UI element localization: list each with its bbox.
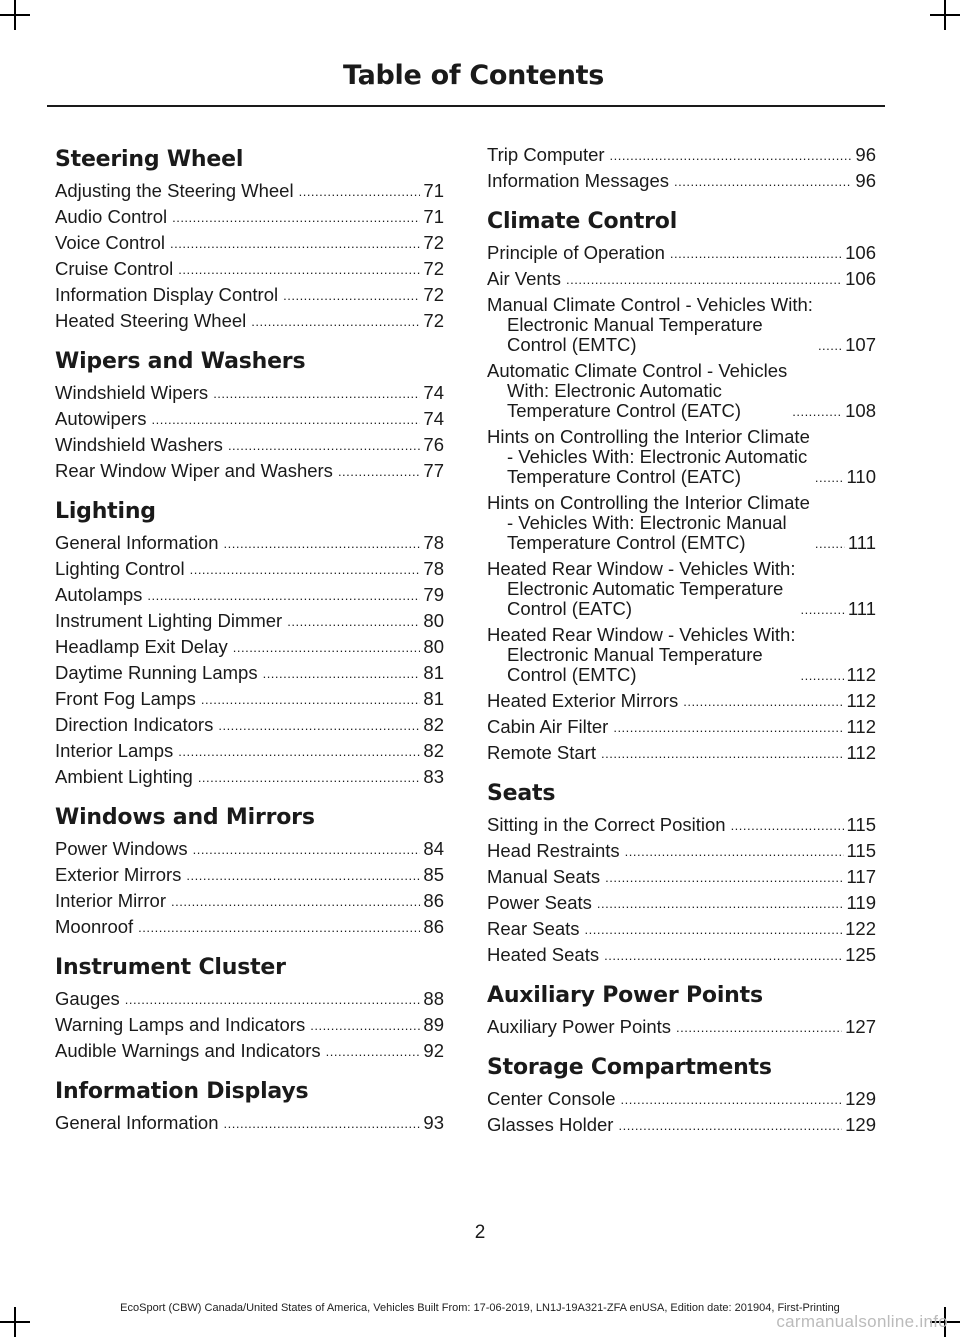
toc-entry-page: 80 bbox=[423, 636, 444, 657]
toc-entry[interactable] bbox=[55, 461, 444, 481]
toc-entry-title: Center Console bbox=[487, 1088, 616, 1109]
toc-entry-title: Sitting in the Correct Position bbox=[487, 814, 726, 835]
toc-entry-title: Voice Control bbox=[55, 232, 166, 253]
toc-entry-page: 96 bbox=[855, 144, 876, 165]
dot-leader bbox=[618, 1121, 842, 1131]
toc-entry[interactable] bbox=[55, 767, 444, 787]
toc-entry[interactable] bbox=[487, 815, 876, 835]
toc-entry-page: 96 bbox=[855, 170, 876, 191]
toc-entry-page: 79 bbox=[423, 584, 444, 605]
toc-entry[interactable] bbox=[55, 1041, 444, 1061]
toc-entry-title: Windshield Washers bbox=[55, 434, 223, 455]
toc-entry[interactable] bbox=[55, 1113, 444, 1133]
dot-leader bbox=[818, 341, 842, 351]
dot-leader bbox=[251, 317, 420, 327]
dot-leader bbox=[800, 671, 843, 681]
dot-leader bbox=[670, 249, 842, 259]
toc-entry-title: Power Windows bbox=[55, 838, 188, 859]
dot-leader bbox=[683, 697, 843, 707]
toc-entry-title: Head Restraints bbox=[487, 840, 620, 861]
toc-entry-page: 112 bbox=[846, 664, 876, 685]
dot-leader bbox=[815, 539, 845, 549]
toc-entry-page: 78 bbox=[423, 558, 444, 579]
toc-entry-page: 108 bbox=[845, 400, 876, 421]
toc-entry[interactable] bbox=[55, 891, 444, 911]
toc-entry[interactable] bbox=[55, 663, 444, 683]
toc-entry-title: General Information bbox=[55, 1112, 219, 1133]
toc-entry-title: Trip Computer bbox=[487, 144, 605, 165]
dot-leader bbox=[299, 187, 421, 197]
toc-entry-page: 112 bbox=[846, 716, 876, 737]
toc-entry[interactable] bbox=[487, 427, 876, 487]
toc-entry-page: 107 bbox=[845, 334, 876, 355]
toc-entry-page: 119 bbox=[846, 892, 876, 913]
toc-entry[interactable] bbox=[55, 285, 444, 305]
toc-section bbox=[55, 803, 444, 937]
toc-entry-page: 77 bbox=[423, 460, 444, 481]
toc-entry[interactable] bbox=[55, 435, 444, 455]
section-heading: Storage Compartments bbox=[487, 1055, 772, 1080]
toc-entry-title: Headlamp Exit Delay bbox=[55, 636, 228, 657]
toc-entry-title: Exterior Mirrors bbox=[55, 864, 182, 885]
toc-entry-page: 115 bbox=[846, 814, 876, 835]
toc-entry-title: Hints on Controlling the Interior Climate - Vehicles With: Electronic Automatic Temperature Control (EATC) bbox=[487, 426, 810, 487]
toc-entry-page: 93 bbox=[423, 1112, 444, 1133]
toc-entry-title: Auxiliary Power Points bbox=[487, 1016, 672, 1037]
toc-entry-page: 74 bbox=[423, 408, 444, 429]
dot-leader bbox=[731, 821, 844, 831]
watermark: carmanualsonline.info bbox=[776, 1312, 948, 1331]
toc-entry-title: Interior Mirror bbox=[55, 890, 167, 911]
toc-entry[interactable] bbox=[487, 893, 876, 913]
toc-entry[interactable] bbox=[55, 533, 444, 553]
toc-entry[interactable] bbox=[55, 865, 444, 885]
toc-entry[interactable] bbox=[487, 919, 876, 939]
dot-leader bbox=[601, 749, 844, 759]
toc-entry[interactable] bbox=[55, 409, 444, 429]
dot-leader bbox=[178, 747, 420, 757]
toc-entry[interactable] bbox=[55, 715, 444, 735]
toc-entry-title: Power Seats bbox=[487, 892, 592, 913]
toc-entry-page: 89 bbox=[423, 1014, 444, 1035]
toc-section bbox=[487, 145, 876, 191]
toc-entry-title: Front Fog Lamps bbox=[55, 688, 196, 709]
toc-entry-title: Cabin Air Filter bbox=[487, 716, 609, 737]
dot-leader bbox=[198, 773, 421, 783]
toc-entry[interactable] bbox=[55, 839, 444, 859]
page-title: Table of Contents bbox=[342, 60, 604, 91]
toc-entry[interactable] bbox=[55, 917, 444, 937]
dot-leader bbox=[263, 669, 421, 679]
dot-leader bbox=[190, 565, 421, 575]
dot-leader bbox=[178, 265, 420, 275]
toc-entry-title: Heated Rear Window - Vehicles With: Electronic Manual Temperature Control (EMTC) bbox=[487, 624, 796, 685]
section-heading: Auxiliary Power Points bbox=[487, 983, 763, 1008]
dot-leader bbox=[172, 213, 420, 223]
dot-leader bbox=[621, 1095, 843, 1105]
section-heading: Seats bbox=[487, 781, 556, 806]
toc-entry-page: 82 bbox=[423, 714, 444, 735]
dot-leader bbox=[566, 275, 842, 285]
dot-leader bbox=[613, 723, 843, 733]
dot-leader bbox=[171, 897, 420, 907]
header-divider bbox=[47, 105, 885, 107]
toc-entry-title: Rear Seats bbox=[487, 918, 580, 939]
toc-entry-page: 72 bbox=[423, 310, 444, 331]
dot-leader bbox=[610, 151, 853, 161]
toc-entry-title: Rear Window Wiper and Washers bbox=[55, 460, 333, 481]
toc-entry[interactable] bbox=[55, 181, 444, 201]
toc-entry[interactable] bbox=[487, 171, 876, 191]
toc-entry[interactable] bbox=[55, 383, 444, 403]
toc-entry-title: Air Vents bbox=[487, 268, 562, 289]
toc-section bbox=[487, 1053, 876, 1135]
section-heading: Information Displays bbox=[55, 1079, 309, 1104]
footer-edition-info: EcoSport (CBW) Canada/United States of America, Vehicles Built From: 17-06-2019, LN1J-19A321-ZFA enUSA, Edition date: 201904, First-Printing bbox=[120, 1302, 840, 1314]
toc-entry-title: Direction Indicators bbox=[55, 714, 214, 735]
crop-mark-top-right-h bbox=[930, 14, 960, 16]
toc-section bbox=[487, 981, 876, 1037]
toc-entry-page: 112 bbox=[846, 690, 876, 711]
toc-entry-title: Warning Lamps and Indicators bbox=[55, 1014, 306, 1035]
toc-entry-title: Information Display Control bbox=[55, 284, 279, 305]
dot-leader bbox=[815, 473, 844, 483]
toc-entry-title: Lighting Control bbox=[55, 558, 185, 579]
toc-entry-page: 129 bbox=[845, 1088, 876, 1109]
toc-entry-title: Automatic Climate Control - Vehicles With: Electronic Automatic Temperature Control (EATC) bbox=[487, 360, 788, 421]
toc-entry[interactable] bbox=[55, 259, 444, 279]
toc-section bbox=[487, 207, 876, 763]
toc-entry[interactable] bbox=[55, 637, 444, 657]
toc-entry[interactable] bbox=[487, 625, 876, 685]
section-heading: Lighting bbox=[55, 499, 156, 524]
toc-entry[interactable] bbox=[487, 1115, 876, 1135]
page-number: 2 bbox=[474, 1222, 486, 1243]
toc-entry-page: 82 bbox=[423, 740, 444, 761]
dot-leader bbox=[170, 239, 420, 249]
toc-entry[interactable] bbox=[487, 145, 876, 165]
dot-leader bbox=[287, 617, 420, 627]
toc-entry-title: Gauges bbox=[55, 988, 120, 1009]
toc-entry-title: Audible Warnings and Indicators bbox=[55, 1040, 321, 1061]
dot-leader bbox=[310, 1021, 420, 1031]
dot-leader bbox=[147, 591, 420, 601]
toc-entry[interactable] bbox=[55, 741, 444, 761]
toc-entry[interactable] bbox=[55, 207, 444, 227]
toc-entry-title: Cruise Control bbox=[55, 258, 174, 279]
dot-leader bbox=[605, 873, 843, 883]
section-heading: Climate Control bbox=[487, 209, 678, 234]
toc-entry[interactable] bbox=[55, 311, 444, 331]
dot-leader bbox=[597, 899, 844, 909]
dot-leader bbox=[326, 1047, 421, 1057]
toc-entry[interactable] bbox=[55, 611, 444, 631]
toc-entry-title: Autolamps bbox=[55, 584, 143, 605]
toc-entry-page: 125 bbox=[845, 944, 876, 965]
dot-leader bbox=[283, 291, 420, 301]
dot-leader bbox=[213, 389, 420, 399]
toc-entry-title: Heated Seats bbox=[487, 944, 600, 965]
toc-entry-title: Heated Exterior Mirrors bbox=[487, 690, 679, 711]
toc-entry-page: 129 bbox=[845, 1114, 876, 1135]
toc-entry-title: Audio Control bbox=[55, 206, 168, 227]
toc-entry-page: 110 bbox=[846, 466, 876, 487]
dot-leader bbox=[201, 695, 421, 705]
crop-mark-bottom-left-h bbox=[0, 1321, 30, 1323]
dot-leader bbox=[125, 995, 421, 1005]
toc-section bbox=[55, 953, 444, 1061]
toc-entry-page: 86 bbox=[423, 890, 444, 911]
toc-entry[interactable] bbox=[487, 691, 876, 711]
toc-entry-title: Instrument Lighting Dimmer bbox=[55, 610, 283, 631]
toc-entry-title: Autowipers bbox=[55, 408, 147, 429]
toc-entry[interactable] bbox=[487, 867, 876, 887]
section-heading: Windows and Mirrors bbox=[55, 805, 315, 830]
toc-entry[interactable] bbox=[487, 743, 876, 763]
toc-entry-title: Heated Rear Window - Vehicles With: Electronic Automatic Temperature Control (EATC) bbox=[487, 558, 796, 619]
dot-leader bbox=[193, 845, 421, 855]
toc-right-column bbox=[487, 145, 876, 1151]
toc-entry-title: Manual Climate Control - Vehicles With: Electronic Manual Temperature Control (EMTC) bbox=[487, 294, 813, 355]
toc-entry-page: 72 bbox=[423, 258, 444, 279]
toc-entry-title: Hints on Controlling the Interior Climate - Vehicles With: Electronic Manual Temperature Control (EMTC) bbox=[487, 492, 810, 553]
toc-entry[interactable] bbox=[487, 1017, 876, 1037]
toc-section bbox=[487, 779, 876, 965]
toc-left-column bbox=[55, 145, 444, 1149]
toc-entry-title: Interior Lamps bbox=[55, 740, 174, 761]
toc-entry-page: 111 bbox=[847, 532, 876, 553]
toc-entry-title: Information Messages bbox=[487, 170, 670, 191]
dot-leader bbox=[674, 177, 852, 187]
toc-entry-page: 76 bbox=[423, 434, 444, 455]
toc-entry-page: 115 bbox=[846, 840, 876, 861]
dot-leader bbox=[218, 721, 420, 731]
toc-entry-title: Glasses Holder bbox=[487, 1114, 614, 1135]
toc-section bbox=[55, 347, 444, 481]
toc-entry-page: 81 bbox=[423, 688, 444, 709]
toc-entry[interactable] bbox=[487, 243, 876, 263]
toc-entry-title: Adjusting the Steering Wheel bbox=[55, 180, 294, 201]
toc-entry[interactable] bbox=[55, 559, 444, 579]
toc-entry[interactable] bbox=[55, 585, 444, 605]
crop-mark-top-left-h bbox=[0, 14, 30, 16]
toc-entry[interactable] bbox=[487, 493, 876, 553]
toc-entry-page: 71 bbox=[423, 206, 444, 227]
toc-section bbox=[55, 1077, 444, 1133]
section-heading: Wipers and Washers bbox=[55, 349, 306, 374]
toc-entry-page: 112 bbox=[846, 742, 876, 763]
toc-entry-title: Ambient Lighting bbox=[55, 766, 193, 787]
toc-entry-title: General Information bbox=[55, 532, 219, 553]
section-heading: Instrument Cluster bbox=[55, 955, 286, 980]
dot-leader bbox=[585, 925, 843, 935]
toc-entry[interactable] bbox=[487, 361, 876, 421]
toc-entry-title: Windshield Wipers bbox=[55, 382, 209, 403]
toc-entry[interactable] bbox=[487, 295, 876, 355]
toc-entry-title: Daytime Running Lamps bbox=[55, 662, 258, 683]
toc-entry-page: 111 bbox=[847, 598, 876, 619]
dot-leader bbox=[625, 847, 844, 857]
toc-entry-page: 83 bbox=[423, 766, 444, 787]
toc-entry-page: 127 bbox=[845, 1016, 876, 1037]
toc-entry[interactable] bbox=[487, 559, 876, 619]
dot-leader bbox=[186, 871, 420, 881]
dot-leader bbox=[338, 467, 420, 477]
section-heading: Steering Wheel bbox=[55, 147, 244, 172]
dot-leader bbox=[152, 415, 421, 425]
toc-entry-page: 71 bbox=[423, 180, 444, 201]
toc-entry-page: 74 bbox=[423, 382, 444, 403]
toc-entry-page: 84 bbox=[423, 838, 444, 859]
dot-leader bbox=[228, 441, 420, 451]
toc-entry-page: 72 bbox=[423, 284, 444, 305]
toc-entry[interactable] bbox=[487, 945, 876, 965]
dot-leader bbox=[233, 643, 421, 653]
toc-entry-page: 106 bbox=[845, 268, 876, 289]
toc-entry-title: Heated Steering Wheel bbox=[55, 310, 247, 331]
toc-entry-page: 81 bbox=[423, 662, 444, 683]
toc-entry[interactable] bbox=[487, 717, 876, 737]
toc-entry-page: 106 bbox=[845, 242, 876, 263]
toc-entry-title: Remote Start bbox=[487, 742, 596, 763]
toc-entry[interactable] bbox=[55, 689, 444, 709]
dot-leader bbox=[224, 539, 421, 549]
dot-leader bbox=[138, 923, 420, 933]
toc-entry[interactable] bbox=[487, 269, 876, 289]
dot-leader bbox=[792, 407, 842, 417]
toc-section bbox=[55, 497, 444, 787]
toc-entry-page: 122 bbox=[845, 918, 876, 939]
dot-leader bbox=[604, 951, 842, 961]
toc-entry[interactable] bbox=[55, 233, 444, 253]
toc-entry-page: 85 bbox=[423, 864, 444, 885]
toc-entry-page: 88 bbox=[423, 988, 444, 1009]
toc-entry-title: Principle of Operation bbox=[487, 242, 665, 263]
toc-entry-page: 72 bbox=[423, 232, 444, 253]
toc-entry-page: 92 bbox=[423, 1040, 444, 1061]
toc-entry-page: 80 bbox=[423, 610, 444, 631]
dot-leader bbox=[224, 1119, 421, 1129]
toc-entry-title: Moonroof bbox=[55, 916, 134, 937]
toc-entry-title: Manual Seats bbox=[487, 866, 601, 887]
toc-entry[interactable] bbox=[487, 841, 876, 861]
toc-entry[interactable] bbox=[55, 989, 444, 1009]
dot-leader bbox=[800, 605, 844, 615]
toc-section bbox=[55, 145, 444, 331]
toc-entry-page: 78 bbox=[423, 532, 444, 553]
dot-leader bbox=[676, 1023, 842, 1033]
toc-entry-page: 117 bbox=[846, 866, 876, 887]
toc-entry[interactable] bbox=[55, 1015, 444, 1035]
toc-entry[interactable] bbox=[487, 1089, 876, 1109]
toc-entry-page: 86 bbox=[423, 916, 444, 937]
